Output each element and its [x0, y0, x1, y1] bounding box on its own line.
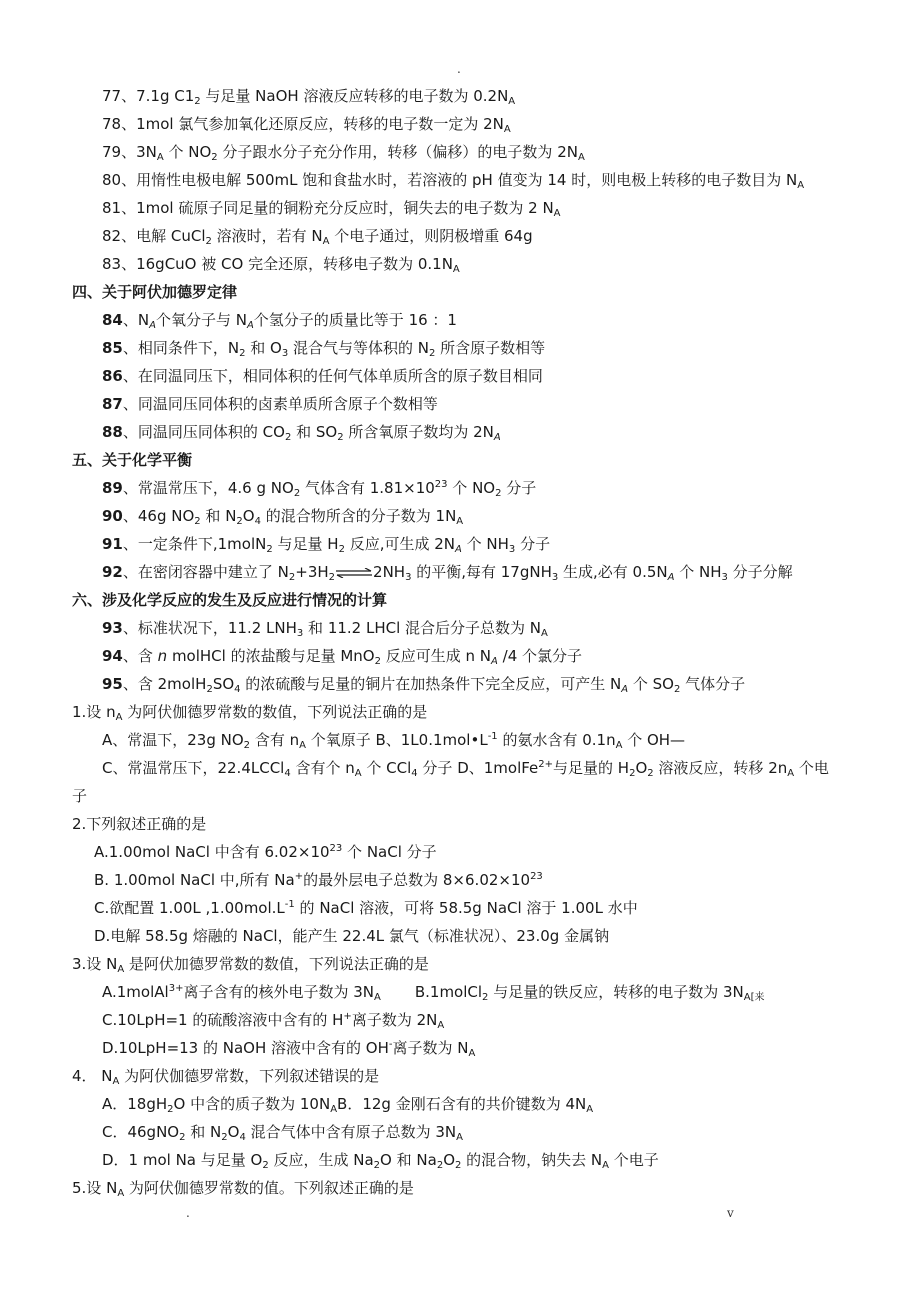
item-82: 82、电解 CuCl$_2$ 溶液时，若有 $N_A$ 个电子通过，则阴极增重 64g: [102, 227, 533, 247]
section-6-heading: 六、涉及化学反应的发生及反应进行情况的计算: [72, 591, 388, 609]
question-4-option-c: C．46gNO$_2$ 和 $N_2O_4$ 混合气体中含有原子总数为 $3N_A$: [102, 1123, 463, 1143]
question-4-stem: 4． $N_A$ 为阿伏伽德罗常数，下列叙述错误的是: [72, 1067, 380, 1087]
item-79: 79、$3N_A$ 个 $NO_2$ 分子跟水分子充分作用，转移（偏移）的电子数为 $2N_A$: [102, 143, 585, 163]
item-77: 77、7.1g $C1_2$ 与足量 NaOH 溶液反应转移的电子数为 $0.2N_A$: [102, 87, 516, 107]
question-3-stem: 3.设 $N_A$ 是阿伏加德罗常数的数值，下列说法正确的是: [72, 955, 429, 975]
item-81: 81、1mol 硫原子同足量的铜粉充分反应时，铜失去的电子数为 2 $N_A$: [102, 199, 561, 219]
question-4-options-ab: A．$18gH_2O$ 中含的质子数为 $10N_AB$．12g 金刚石含有的共价键数为 $4N_A$: [102, 1095, 594, 1115]
item-86: 86、在同温同压下，相同体积的任何气体单质所含的原子数目相同: [102, 367, 543, 385]
item-80: 80、用惰性电极电解 500mL 饱和食盐水时，若溶液的 pH 值变为 14 时，则电极上转移的电子数目为 $N_A$: [102, 171, 805, 191]
item-91: 91、一定条件下,1molN$_2$ 与足量 $H_2$ 反应,可生成 $2N_A$ 个 $NH_3$ 分子: [102, 535, 551, 555]
question-5-stem: 5.设 $N_A$ 为阿伏伽德罗常数的值。下列叙述正确的是: [72, 1179, 414, 1199]
question-3-option-c: C.10LpH=1 的硫酸溶液中含有的 H+离子数为 $2N_A$: [102, 1011, 445, 1031]
item-90: 90、46g $NO_2$ 和 $N_2O_4$ 的混合物所含的分子数为 $1N_A$: [102, 507, 464, 527]
footer-right-mark: v: [727, 1206, 734, 1220]
question-2-option-d: D.电解 58.5g 熔融的 NaCl，能产生 22.4L 氯气（标准状况）、23.0g 金属钠: [94, 927, 610, 945]
equilibrium-arrow-icon: [335, 568, 373, 578]
item-78: 78、1mol 氯气参加氧化还原反应，转移的电子数一定为 $2N_A$: [102, 115, 511, 135]
item-83: 83、16gCuO 被 CO 完全还原，转移电子数为 $0.1N_A$: [102, 255, 460, 275]
question-1-options-ab: A、常温下，23g $NO_2$ 含有 $n_A$ 个氧原子 B、$1L0.1mol•L^{-1}$ 的氨水含有 $0.1n_A$ 个 OH—: [102, 731, 686, 751]
item-84: 84、$N_A$个氧分子与 $N_A$个氢分子的质量比等于 16 ：1: [102, 311, 457, 331]
section-4-heading: 四、关于阿伏加德罗定律: [72, 283, 238, 301]
item-94: 94、含 n molHCl 的浓盐酸与足量 MnO$_2$ 反应可生成 n $N_A$ /4 个氯分子: [102, 647, 583, 667]
item-95: 95、含 $2molH_2SO_4$ 的浓硫酸与足量的铜片在加热条件下完全反应，可产生 $N_A$ 个 $SO_2$ 气体分子: [102, 675, 746, 695]
question-2-option-c: C.欲配置 1.00L $,1.00mol.L^{-1}$ 的 NaCl 溶液，可将 58.5g NaCl 溶于 1.00L 水中: [94, 899, 638, 917]
question-1-stem: 1.设 $n_A$ 为阿伏伽德罗常数的数值，下列说法正确的是: [72, 703, 428, 723]
item-89: 89、常温常压下，4.6 g $NO_2$ 气体含有 $1.81\times 10^{23}$ 个 $NO_2$ 分子: [102, 479, 537, 499]
question-2-option-a: A.1.00mol NaCl 中含有 $6.02\times 10^{23}$ 个 NaCl 分子: [94, 843, 437, 861]
item-88: 88、同温同压同体积的 $CO_2$ 和 $SO_2$ 所含氧原子数均为 $2N_A$: [102, 423, 501, 443]
question-1-continuation: 子: [72, 787, 88, 805]
question-2-stem: 2.下列叙述正确的是: [72, 815, 207, 833]
item-93: 93、标准状况下，11.2 $LNH_3$ 和 11.2 LHCl 混合后分子总数为 $N_A$: [102, 619, 548, 639]
question-3-option-d: D.10LpH=13 的 NaOH 溶液中含有的 OH-离子数为 $N_A$: [102, 1039, 476, 1059]
item-85: 85、相同条件下，$N_2$ 和 $O_3$ 混合气与等体积的 $N_2$ 所含原子数相等: [102, 339, 546, 359]
question-4-option-d: D．1 mol Na 与足量 $O_2$ 反应，生成 $Na_2O$ 和 $Na_2O_2$ 的混合物，钠失去 $N_A$ 个电子: [102, 1151, 659, 1171]
footer-left-mark: .: [186, 1206, 190, 1220]
item-87: 87、同温同压同体积的卤素单质所含原子个数相等: [102, 395, 438, 413]
header-mark: .: [457, 62, 461, 76]
question-2-option-b: B. 1.00mol NaCl 中,所有 Na+的最外层电子总数为 $8\times 6.02\times 10^{23}$: [94, 871, 543, 889]
item-92: 92、在密闭容器中建立了 $N_2+3H_2$ $2NH_3$ 的平衡,每有 17gNH$_3$ 生成,必有 $0.5N_A$ 个 $NH_3$ 分子分解: [102, 563, 793, 583]
question-1-options-cd: C、常温常压下，22.4LCCl$_4$ 含有个 $n_A$ 个 CCl$_4$ 分子 D、1molFe$^{2+}$与足量的 $H_2O_2$ 溶液反应，转移 $2n_A$ 个电: [102, 759, 829, 779]
section-5-heading: 五、关于化学平衡: [72, 451, 193, 469]
question-3-options-ab: A.1molAl$^{3+}$离子含有的核外电子数为 $3N_A$ B.1molCl$_2$ 与足量的铁反应，转移的电子数为 $3N_{A[来}$: [102, 983, 765, 1003]
